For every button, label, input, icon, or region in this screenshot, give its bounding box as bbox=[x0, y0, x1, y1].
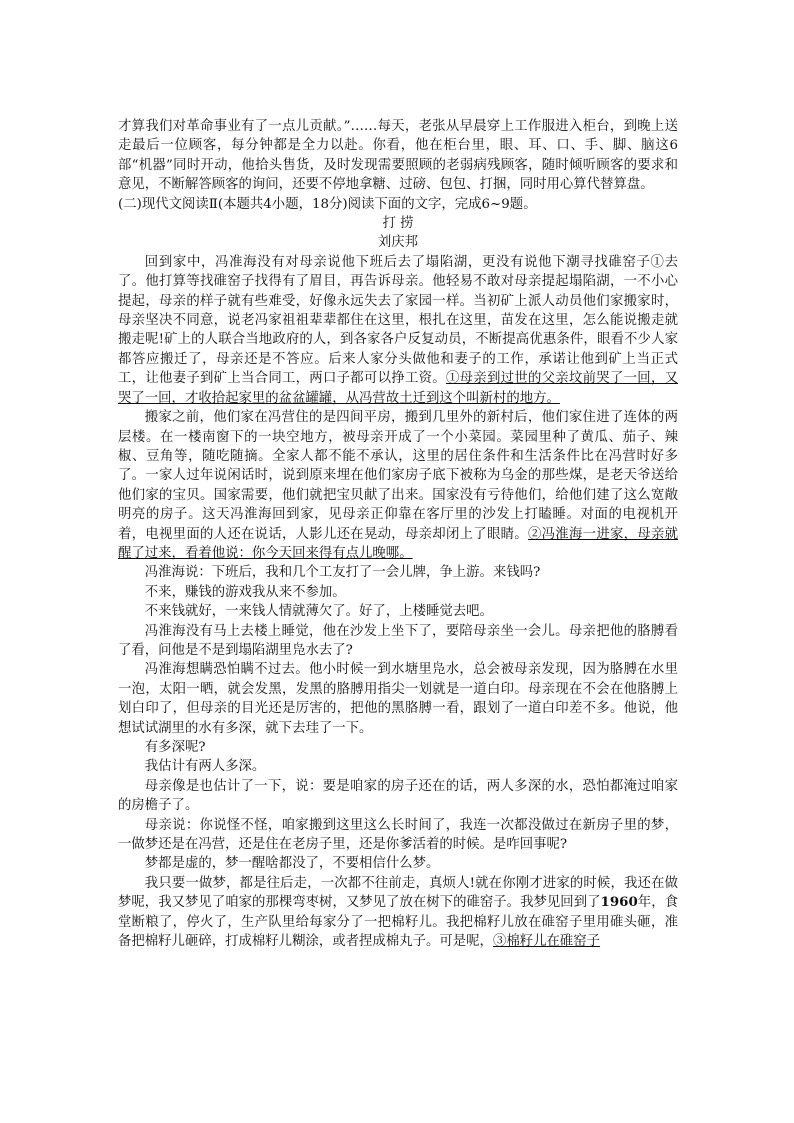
underlined-sentence-2: ②冯淮海一进家，母亲就醒了过来，看着他说：你今天回来得有点儿晚哪。 bbox=[118, 526, 679, 561]
paragraph-13-text: 我只要一做梦，都是往后走，一次都不往前走，真烦人!就在你刚才进家的时候，我还在做梦呢，我又梦见了咱家的那棵弯枣树，又梦见了放在树下的碓窑子。我梦见回到了 bbox=[118, 875, 678, 911]
paragraph-2 bbox=[118, 408, 678, 563]
paragraph-13-text-cont: 年，食堂断粮了，停火了，生产队里给每家分了一把棉籽儿。我把棉籽儿放在碓窑子里用碓头砸，准备把棉籽儿砸碎，打成棉籽儿糊涂，或者捏成棉丸子。可是呢， bbox=[118, 895, 679, 950]
paragraph-7: 冯淮海想瞒恐怕瞒不过去。他小时候一到水塘里凫水，总会被母亲发现，因为胳膊在水里一泡，太阳一晒，就会发黑，发黑的胳膊用指尖一划就是一道白印。母亲现在不会在他胳膊上划白印了，但母亲的目光还是厉害的，把他的黑胳膊一看，跟划了一道白印差不多。他说，他想试试湖里的水有多深，就下去珪了一下。 bbox=[118, 662, 678, 736]
underlined-sentence-3: ③棉籽儿在碓窑子 bbox=[492, 934, 601, 950]
story-author: 刘庆邦 bbox=[377, 235, 419, 251]
document-page bbox=[118, 117, 678, 951]
paragraph-12: 梦都是虚的，梦一醒啥都没了，不要相信什么梦。 bbox=[144, 856, 440, 872]
paragraph-5: 不来钱就好，一来钱人情就薄欠了。好了，上楼睡觉去吧。 bbox=[144, 604, 493, 620]
underlined-sentence-1: ①母亲到过世的父亲坟前哭了一回，又哭了一回，才收拾起家里的盆盆罐罐，从冯营故土迁到这个叫新村的地方。 bbox=[118, 371, 679, 406]
section-heading: (二)现代文阅读Ⅱ(本题共4小题，18分)阅读下面的文字，完成6~9题。 bbox=[118, 196, 537, 212]
paragraph-4: 不来，赚钱的游戏我从来不参加。 bbox=[144, 584, 346, 600]
paragraph-13 bbox=[118, 874, 678, 952]
paragraph-11: 母亲说：你说怪不怪，咱家搬到这里这么长时间了，我连一次都没做过在新房子里的梦，一做梦还是在冯营，还是住在老房子里，还是你爹活着的时候。是咋回事呢? bbox=[118, 817, 678, 853]
paragraph-6: 冯淮海没有马上去楼上睡觉，他在沙发上坐下了，要陪母亲坐一会儿。母亲把他的胳膊看了看，问他是不是到塌陷湖里凫水去了? bbox=[118, 623, 678, 658]
paragraph-1 bbox=[118, 253, 678, 408]
year-1960: 1960 bbox=[600, 894, 638, 911]
paragraph-1-text: 回到家中，冯准海没有对母亲说他下班后去了塌陷湖，更没有说他下潮寻找碓窑子①去了。他打算等找碓窑子找得有了眉目，再告诉母亲。他轻易不敢对母亲提起塌陷湖，一不小心提起，母亲的样子就有些难受，好像永远失去了家园一样。当初矿上派人动员他们家搬家时，母亲坚决不同意，说老冯家祖祖辈辈都住在这里，根扎在这里，苗发在这里，怎么能说搬走就搬走呢!矿上的人联合当地政府的人，到各家各户反复动员，不断提高优惠条件，眼看不少人家都答应搬迁了，母亲还是不答应。后来人家分头做他和妻子的工作，承诺让他到矿上当正式工，让他妻子到矿上当合同工，两口子都可以挣工资。 bbox=[118, 254, 678, 387]
paragraph-9: 我估计有两人多深。 bbox=[144, 759, 266, 775]
paragraph-8: 有多深呢? bbox=[144, 740, 206, 755]
paragraph-10: 母亲像是也估计了一下，说：要是咱家的房子还在的话，两人多深的水，恐怕都淹过咱家的房檐子了。 bbox=[118, 778, 678, 814]
paragraph-2-text: 搬家之前，他们家在冯营住的是四间平房，搬到几里外的新村后，他们家住进了连体的两层楼。在一楼南窗下的一块空地方，被母亲开成了一个小菜园。菜园里种了黄瓜、茄子、辣椒、豆角等，随吃随摘。全家人都不能不承认，这里的居住条件和生活条件比在冯营时好多了。一家人过年说闲话时，说到原来埋在他们家房子底下被称为乌金的那些煤，是老天爷送给他们家的宝贝。国家需要，他们就把宝贝献了出来。国家没有亏待他们，给他们建了这么宽敞明亮的房子。这天冯淮海回到家，见母亲正仰靠在客厅里的沙发上打瞌睡。对面的电视机开着，电视里面的人还在说话，人影儿还在晃动，母亲却闭上了眼睛。 bbox=[118, 410, 678, 542]
intro-paragraph: 才算我们对革命事业有了一点儿贡献。”……每天，老张从早晨穿上工作服进入柜台，到晚上送走最后一位顾客，每分钟都是全力以赴。你看，他在柜台里，眼、耳、口、手、脚、脑这6部“机器”同时开动，他拾头售货，及时发现需要照顾的老弱病残顾客，随时倾听顾客的要求和意见，不断解答顾客的询问，还要不停地拿糖、过磅、包包、打捆，同时用心算代替算盘。 bbox=[118, 119, 678, 193]
paragraph-3: 冯淮海说：下班后，我和几个工友打了一会儿牌，争上游。来钱吗? bbox=[144, 565, 541, 581]
story-title: 打 捞 bbox=[382, 216, 414, 232]
